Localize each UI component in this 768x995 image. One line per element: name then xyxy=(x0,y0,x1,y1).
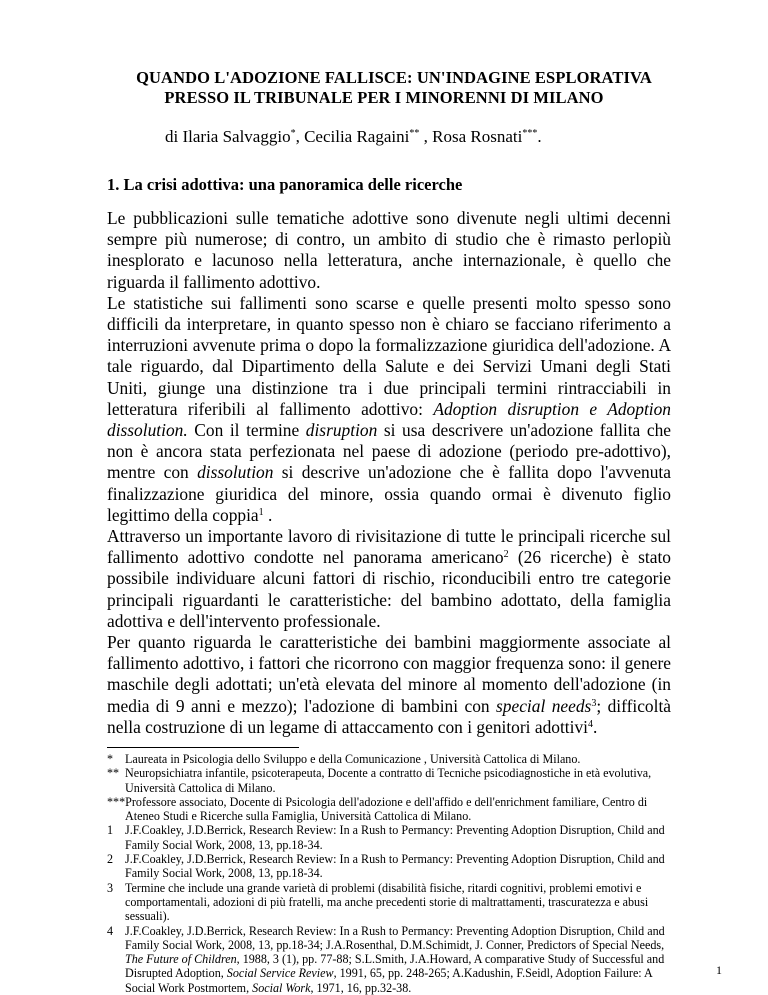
body-text xyxy=(107,208,671,738)
footnote-1 xyxy=(107,823,675,852)
author-note-3 xyxy=(107,795,675,824)
author-2-mark: ** xyxy=(409,128,420,139)
author-2: , Cecilia Ragaini xyxy=(295,127,410,146)
p4-text-b: ; difficoltà nella costruzione di un legame di attaccamento con i genitori adottivi xyxy=(107,695,672,737)
footnote-2-mark: 2 xyxy=(107,852,114,867)
p2-text-a: Le statistiche sui fallimenti sono scarse e quelle presenti molto spesso sono difficili da interpretare, in quanto spesso non è chiaro se facciano riferimento a interruzioni avvenute prima o dopo la formalizzazione giuridica dell'adozione. A tale riguardo, dal Dipartimento della Salute e dei Servizi Umani degli Stati Uniti, giunge una distinzione tra i due principali termini rintracciabili in letteratura riferibili al fallimento adottivo: xyxy=(107,292,671,419)
paragraph-3 xyxy=(107,526,671,632)
paper-title xyxy=(0,68,768,108)
footnote-ref-2[interactable]: 2 xyxy=(503,549,509,561)
footnote-ref-1[interactable]: 1 xyxy=(258,506,264,518)
footnote-4-text-a: J.F.Coakley, J.D.Berrick, Research Review: In a Rush to Permancy: Preventing Adoption Disruption, Child and Family Social Work, 2008, 13, pp.18-34; J.A.Rosenthal, D.M.Schimidt, J. Conner, Predictors of Special Needs, xyxy=(125,923,665,952)
author-note-3-text: ***Professore associato, Docente di Psicologia dell'adozione e dell'affido e dell'enrichment familiare, Centro di Ateneo Studi e Ricerche sulla Famiglia, Università Cattolica di Milano. xyxy=(107,794,648,824)
author-end: . xyxy=(537,127,542,146)
title-line-1: QUANDO L'ADOZIONE FALLISCE: UN'INDAGINE ESPLORATIVA xyxy=(136,68,652,87)
p4-term: special needs xyxy=(496,695,592,716)
author-1-mark: * xyxy=(290,128,296,139)
author-note-2-mark: ** xyxy=(107,766,120,781)
footnote-1-text: J.F.Coakley, J.D.Berrick, Research Review: In a Rush to Permancy: Preventing Adoption Disruption, Child and Family Social Work, 2008, 13, pp.18-34. xyxy=(125,823,665,852)
footnote-4-journal-2: Social Service Review xyxy=(226,966,334,981)
footnote-2-text: J.F.Coakley, J.D.Berrick, Research Review: In a Rush to Permancy: Preventing Adoption Disruption, Child and Family Social Work, 2008, 13, pp.18-34. xyxy=(125,852,665,881)
paragraph-2 xyxy=(107,293,671,526)
footnote-4-mark: 4 xyxy=(107,923,114,938)
footnote-4-text-b: , 1988, 3 (1), pp. 77-88; S.L.Smith, J.A.Howard, A comparative Study of Successful and Disrupted Adoption, xyxy=(125,952,665,981)
p2-text-d: si descrive un'adozione che è fallita dopo l'avvenuta finalizzazione giuridica del minore, ossia quando ormai è divenuto figlio legittimo della coppia xyxy=(107,462,671,525)
author-3: , Rosa Rosnati xyxy=(419,127,523,146)
author-note-2-text: Neuropsichiatra infantile, psicoterapeuta, Docente a contratto di Tecniche psicodiagnostiche in età evolutiva, Università Cattolica di Milano. xyxy=(125,766,652,795)
p4-text-c: . xyxy=(592,716,598,737)
author-note-2 xyxy=(107,766,675,795)
footnote-4-text-c: , 1991, 65, pp. 248-265; A.Kadushin, F.Seidl, Adoption Failure: A Social Work Postmortem, xyxy=(125,966,653,995)
author-note-1 xyxy=(107,752,675,766)
footnote-ref-4[interactable]: 4 xyxy=(587,718,593,730)
footnote-1-mark: 1 xyxy=(107,823,114,838)
footnote-ref-3[interactable]: 3 xyxy=(591,697,597,709)
p2-text-c: si usa descrivere un'adozione fallita che non è ancora stata perfezionata nel paese di adozione (periodo pre-adottivo), mentre con xyxy=(107,420,671,483)
author-prefix: di Ilaria Salvaggio xyxy=(165,127,291,146)
p2-term: Adoption disruption e Adoption dissolution. xyxy=(107,398,671,441)
footnote-4-journal-1: The Future of Children xyxy=(125,952,237,967)
p2-text-e: . xyxy=(263,504,273,525)
paragraph-1: Le pubblicazioni sulle tematiche adottive sono divenute negli ultimi decenni sempre più numerose; di contro, un ambito di studio che è rimasto perlopiù inesplorato e lacunoso nella letteratura, anche internazionale, è quello che riguarda il fallimento adottivo. xyxy=(107,208,671,292)
footnote-4 xyxy=(107,924,675,995)
p3-text-b: (26 ricerche) è stato possibile individuare alcuni fattori di rischio, riconducibili entro tre categorie principali riguardanti le caratteristiche: del bambino adottato, della famiglia adottiva e dell'intervento professionale. xyxy=(107,547,671,631)
author-3-mark: *** xyxy=(522,128,538,139)
p3-text-a: Attraverso un importante lavoro di rivisitazione di tutte le principali ricerche sul fallimento adottivo condotte nel panorama americano xyxy=(107,526,671,568)
footnotes xyxy=(107,752,675,995)
author-note-1-mark: * xyxy=(107,752,114,766)
author-line xyxy=(165,127,542,147)
section-heading: 1. La crisi adottiva: una panoramica delle ricerche xyxy=(107,175,463,194)
p4-text-a: Per quanto riguarda le caratteristiche dei bambini maggiormente associate al fallimento adottivo, i fattori che ricorrono con maggior frequenza sono: il genere maschile degli adottati; un'età elevata del minore al momento dell'adozione (in media di 9 anni e mezzo); l'adozione di bambini con xyxy=(107,632,671,716)
footnote-separator xyxy=(107,747,299,748)
title-line-2: PRESSO IL TRIBUNALE PER I MINORENNI DI MILANO xyxy=(164,88,604,107)
footnote-3 xyxy=(107,881,675,924)
p2-text-b: Con il termine xyxy=(187,420,306,441)
footnote-3-mark: 3 xyxy=(107,880,114,895)
p2-disruption: disruption xyxy=(305,420,378,441)
author-note-1-text: Laureata in Psicologia dello Sviluppo e della Comunicazione , Università Cattolica di Milano. xyxy=(125,752,581,766)
footnote-4-text-d: , 1971, 16, pp.32-38. xyxy=(310,980,412,995)
p2-dissolution: dissolution xyxy=(197,462,274,483)
footnote-3-text: Termine che include una grande varietà di problemi (disabilità fisiche, ritardi cognitivi, problemi emotivi e comportamentali, adozioni di più fratelli, ma anche precedenti storie di maltrattamenti, trascuratezza e abusi sessuali). xyxy=(125,880,649,924)
footnote-4-journal-3: Social Work xyxy=(252,980,311,995)
page-number: 1 xyxy=(716,963,722,977)
paragraph-4 xyxy=(107,632,671,738)
footnote-2 xyxy=(107,852,675,881)
